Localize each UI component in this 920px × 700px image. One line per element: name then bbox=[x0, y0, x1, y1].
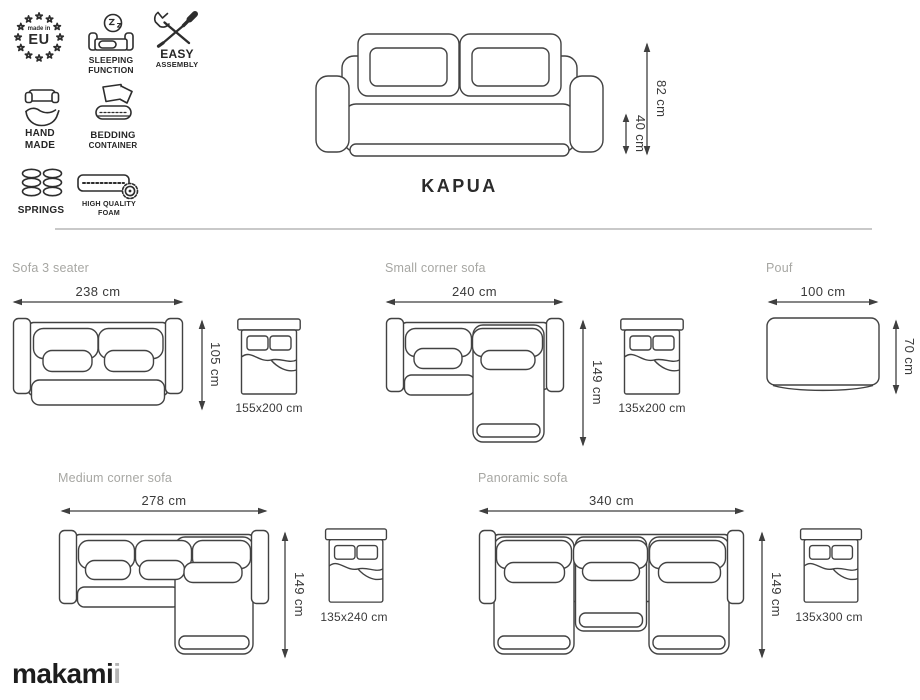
depth-dimension-arrow bbox=[891, 319, 901, 395]
variant-depth-label: 149 cm bbox=[590, 360, 605, 406]
easy-assembly-icon bbox=[152, 10, 202, 50]
depth-dimension-arrow bbox=[757, 531, 767, 659]
svg-text:★: ★ bbox=[53, 42, 62, 53]
bed-size-icon bbox=[620, 317, 684, 399]
eu-badge-small-text: made in bbox=[27, 26, 51, 32]
width-dimension-arrow bbox=[478, 506, 745, 516]
feature-label-sleeping-function: SLEEPING FUNCTION bbox=[88, 55, 134, 76]
seat-height-arrow bbox=[621, 113, 631, 155]
variant-width-label: 278 cm bbox=[141, 493, 187, 508]
variant-width-label: 240 cm bbox=[451, 284, 498, 299]
brand-logo-main: makami bbox=[12, 658, 114, 689]
small-corner-sofa-top-view bbox=[385, 317, 565, 447]
pouf-top-view bbox=[766, 317, 880, 395]
width-dimension-arrow bbox=[12, 297, 184, 307]
bed-size-icon bbox=[237, 317, 301, 399]
bed-size-label: 135x200 cm bbox=[618, 401, 686, 415]
variant-title: Medium corner sofa bbox=[58, 471, 173, 485]
bed-size-icon bbox=[799, 527, 863, 607]
depth-dimension-arrow bbox=[197, 319, 207, 411]
svg-text:★: ★ bbox=[14, 32, 22, 42]
sofa-front-view-drawing bbox=[312, 32, 607, 162]
svg-text:★: ★ bbox=[56, 32, 64, 42]
brand-logo bbox=[12, 658, 121, 690]
bed-size-label: 135x240 cm bbox=[320, 610, 388, 624]
bed-size-icon bbox=[324, 527, 388, 607]
svg-text:★: ★ bbox=[16, 42, 25, 53]
made-in-eu-badge bbox=[12, 10, 66, 68]
width-dimension-arrow bbox=[767, 297, 879, 307]
svg-text:★: ★ bbox=[16, 21, 25, 32]
bedding-container-icon bbox=[87, 83, 139, 129]
springs-icon bbox=[19, 167, 65, 201]
depth-dimension-arrow bbox=[280, 531, 290, 659]
eu-badge-main-text: EU bbox=[28, 32, 50, 48]
variant-title: Pouf bbox=[766, 261, 793, 275]
width-dimension-arrow bbox=[385, 297, 564, 307]
feature-label-high-quality-foam: HIGH QUALITY FOAM bbox=[82, 199, 136, 217]
feature-label-bedding-container: BEDDING CONTAINER bbox=[88, 130, 138, 151]
variant-width-label: 100 cm bbox=[800, 284, 846, 299]
variant-title: Sofa 3 seater bbox=[12, 261, 89, 275]
variant-width-label: 340 cm bbox=[588, 493, 635, 508]
section-divider bbox=[55, 228, 872, 230]
svg-text:★: ★ bbox=[24, 13, 33, 24]
brand-logo-accent: i bbox=[113, 658, 121, 689]
variant-title: Panoramic sofa bbox=[478, 471, 568, 485]
total-height-label: 82 cm bbox=[654, 80, 669, 118]
svg-text:★: ★ bbox=[24, 50, 33, 61]
svg-text:★: ★ bbox=[45, 50, 54, 61]
variant-title: Small corner sofa bbox=[385, 261, 486, 275]
product-name: KAPUA bbox=[421, 176, 498, 196]
bed-size-label: 135x300 cm bbox=[795, 610, 863, 624]
svg-text:★: ★ bbox=[53, 21, 62, 32]
variant-depth-label: 149 cm bbox=[292, 572, 307, 618]
svg-text:★: ★ bbox=[35, 53, 43, 63]
variant-depth-label: 149 cm bbox=[769, 572, 784, 618]
feature-label-easy-assembly: EASY ASSEMBLY bbox=[155, 47, 199, 69]
svg-text:★: ★ bbox=[35, 11, 43, 21]
hand-made-icon bbox=[20, 87, 64, 129]
width-dimension-arrow bbox=[60, 506, 268, 516]
variant-depth-label: 70 cm bbox=[902, 338, 917, 376]
variant-width-label: 238 cm bbox=[75, 284, 121, 299]
sleeping-function-icon bbox=[86, 12, 136, 54]
feature-label-hand-made: HAND MADE bbox=[24, 128, 56, 151]
variant-depth-label: 105 cm bbox=[208, 342, 223, 388]
depth-dimension-arrow bbox=[578, 319, 588, 447]
medium-corner-sofa-top-view bbox=[58, 529, 270, 659]
seat-height-label: 40 cm bbox=[633, 115, 648, 153]
sofa-3-seater-top-view bbox=[12, 317, 184, 411]
feature-label-springs: SPRINGS bbox=[17, 205, 65, 216]
svg-text:★: ★ bbox=[45, 13, 54, 24]
bed-size-label: 155x200 cm bbox=[235, 401, 303, 415]
panoramic-sofa-top-view bbox=[478, 529, 745, 659]
high-quality-foam-icon bbox=[77, 171, 141, 201]
